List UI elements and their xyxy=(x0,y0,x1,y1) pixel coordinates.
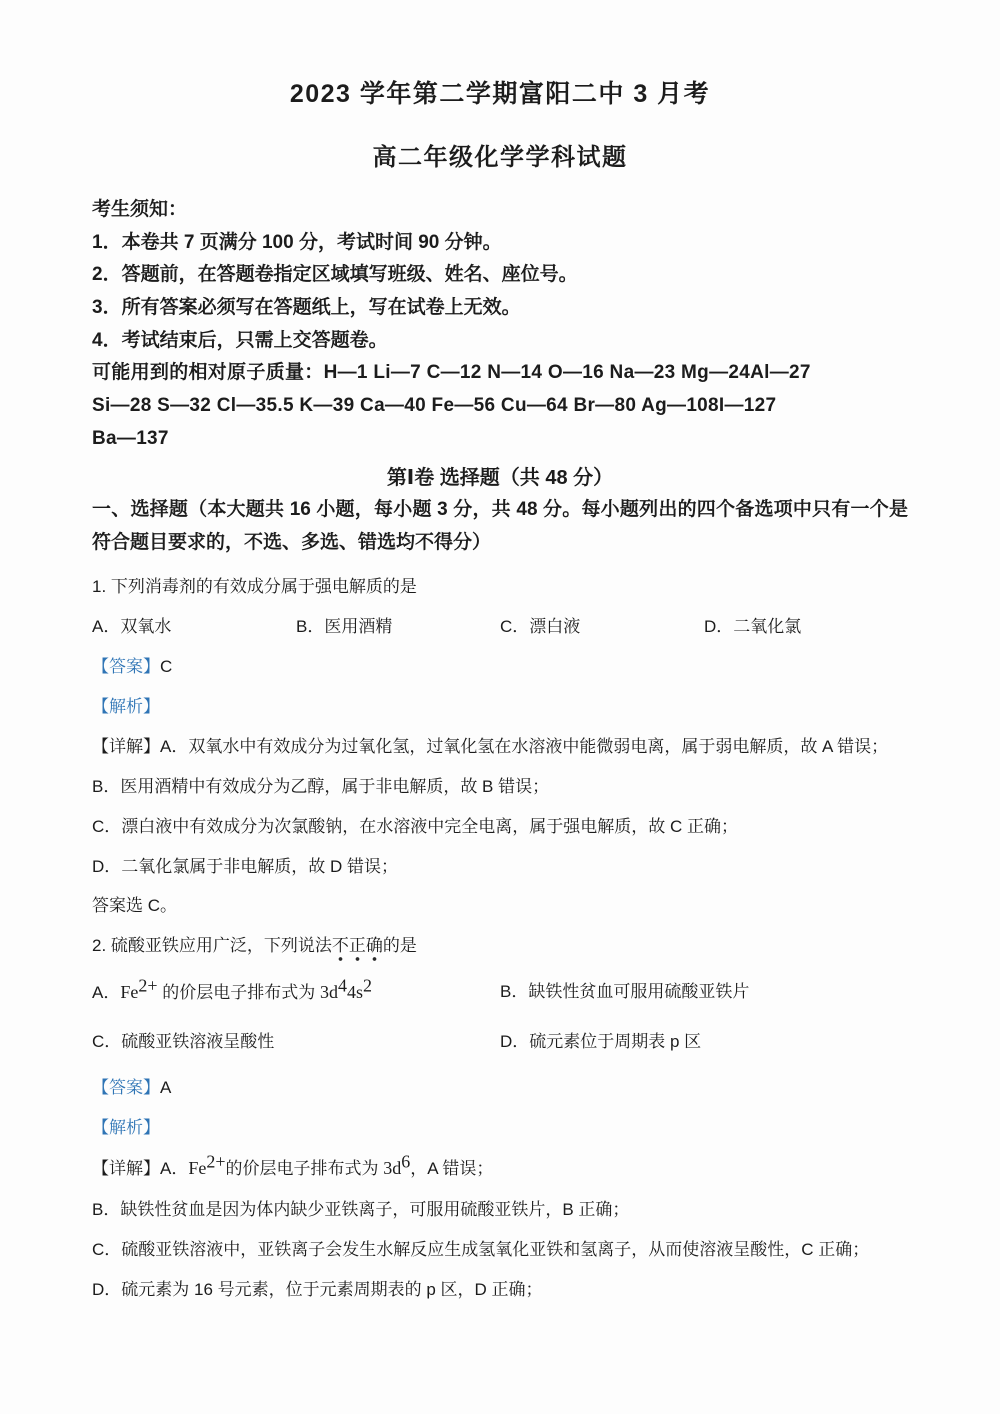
q1-detail-a: 【详解】A．双氧水中有效成分为过氧化氢，过氧化氢在水溶液中能微弱电离，属于弱电解质，故 A 错误； xyxy=(92,736,889,756)
question-2-block xyxy=(92,926,908,1309)
q2-option-d: D．硫元素位于周期表 p 区 xyxy=(500,1032,702,1052)
analysis-label: 【解析】 xyxy=(92,1117,160,1137)
answer-label: 【答案】 xyxy=(92,656,160,676)
notice-section xyxy=(92,194,908,455)
q2-answer-value: A xyxy=(160,1077,172,1097)
atomic-masses-line1: 可能用到的相对原子质量：H—1 Li—7 C—12 N—14 O—16 Na—23 Mg—24Al—27 xyxy=(92,362,811,384)
q1-option-c: C．漂白液 xyxy=(500,616,581,636)
q1-detail-d: D．二氧化氯属于非电解质，故 D 错误； xyxy=(92,856,398,876)
q2-options-row-2 xyxy=(92,1020,908,1063)
q2-detail-a: 【详解】A．$Fe^{2+}$的价层电子排布式为 $3d^6$，A 错误； xyxy=(92,1151,494,1179)
q2-answer-line xyxy=(92,1068,908,1108)
exam-title-line1: 2023 学年第二学期富阳二中 3 月考 xyxy=(289,80,711,108)
q1-option-b: B．医用酒精 xyxy=(296,616,393,636)
atomic-masses-line3: Ba—137 xyxy=(92,427,169,449)
q2-analysis-line xyxy=(92,1108,908,1148)
atomic-masses-line2: Si—28 S—32 Cl—35.5 K—39 Ca—40 Fe—56 Cu—64 Br—80 Ag—108I—127 xyxy=(92,395,777,417)
question-1-block xyxy=(92,567,908,926)
q2-detail-d: D．硫元素为 16 号元素，位于元素周期表的 p 区，D 正确； xyxy=(92,1279,543,1299)
q1-conclusion: 答案选 C。 xyxy=(92,896,177,916)
exam-title-line2: 高二年级化学学科试题 xyxy=(372,144,628,171)
q1-answer-value: C xyxy=(160,656,173,676)
q2-option-a: A．$Fe^{2+}$ 的价层电子排布式为 $3d^44s^2$ xyxy=(92,975,372,1003)
notice-item-2: 2．答题前，在答题卷指定区域填写班级、姓名、座位号。 xyxy=(92,264,578,286)
analysis-label: 【解析】 xyxy=(92,696,160,716)
q1-analysis-line xyxy=(92,687,908,727)
q2-detail-b: B．缺铁性贫血是因为体内缺少亚铁离子，可服用硫酸亚铁片，B 正确； xyxy=(92,1199,630,1219)
q1-detail-b: B．医用酒精中有效成分为乙醇，属于非电解质，故 B 错误； xyxy=(92,776,550,796)
q1-answer-line xyxy=(92,647,908,687)
q2-stem: 2. 硫酸亚铁应用广泛，下列说法不正确的是 xyxy=(92,926,908,966)
section-1-heading: 第Ⅰ卷 选择题（共 48 分） xyxy=(386,467,614,490)
notice-item-4: 4．考试结束后，只需上交答题卷。 xyxy=(92,329,388,351)
q1-options-row xyxy=(92,607,908,647)
q1-option-d: D．二氧化氯 xyxy=(704,616,802,636)
q2-option-c: C．硫酸亚铁溶液呈酸性 xyxy=(92,1032,275,1052)
notice-item-3: 3．所有答案必须写在答题纸上，写在试卷上无效。 xyxy=(92,297,521,319)
section-1-instructions: 一、选择题（本大题共 16 小题，每小题 3 分，共 48 分。每小题列出的四个备选项中只有一个是符合题目要求的，不选、多选、错选均不得分） xyxy=(92,499,908,553)
notice-item-1: 1．本卷共 7 页满分 100 分，考试时间 90 分钟。 xyxy=(92,231,502,253)
q2-stem-emphasis: 不正确 xyxy=(332,936,383,962)
q1-option-a: A．双氧水 xyxy=(92,616,172,636)
q2-detail-c: C．硫酸亚铁溶液中，亚铁离子会发生水解反应生成氢氧化亚铁和氢离子，从而使溶液呈酸性，C 正确； xyxy=(92,1239,870,1259)
q1-detail-c: C．漂白液中有效成分为次氯酸钠，在水溶液中完全电离，属于强电解质，故 C 正确； xyxy=(92,816,738,836)
notice-heading: 考生须知： xyxy=(92,199,188,220)
q1-stem: 1. 下列消毒剂的有效成分属于强电解质的是 xyxy=(92,576,417,596)
answer-label: 【答案】 xyxy=(92,1077,160,1097)
q2-option-b: B．缺铁性贫血可服用硫酸亚铁片 xyxy=(500,982,750,1002)
q2-options-row-1 xyxy=(92,970,908,1016)
